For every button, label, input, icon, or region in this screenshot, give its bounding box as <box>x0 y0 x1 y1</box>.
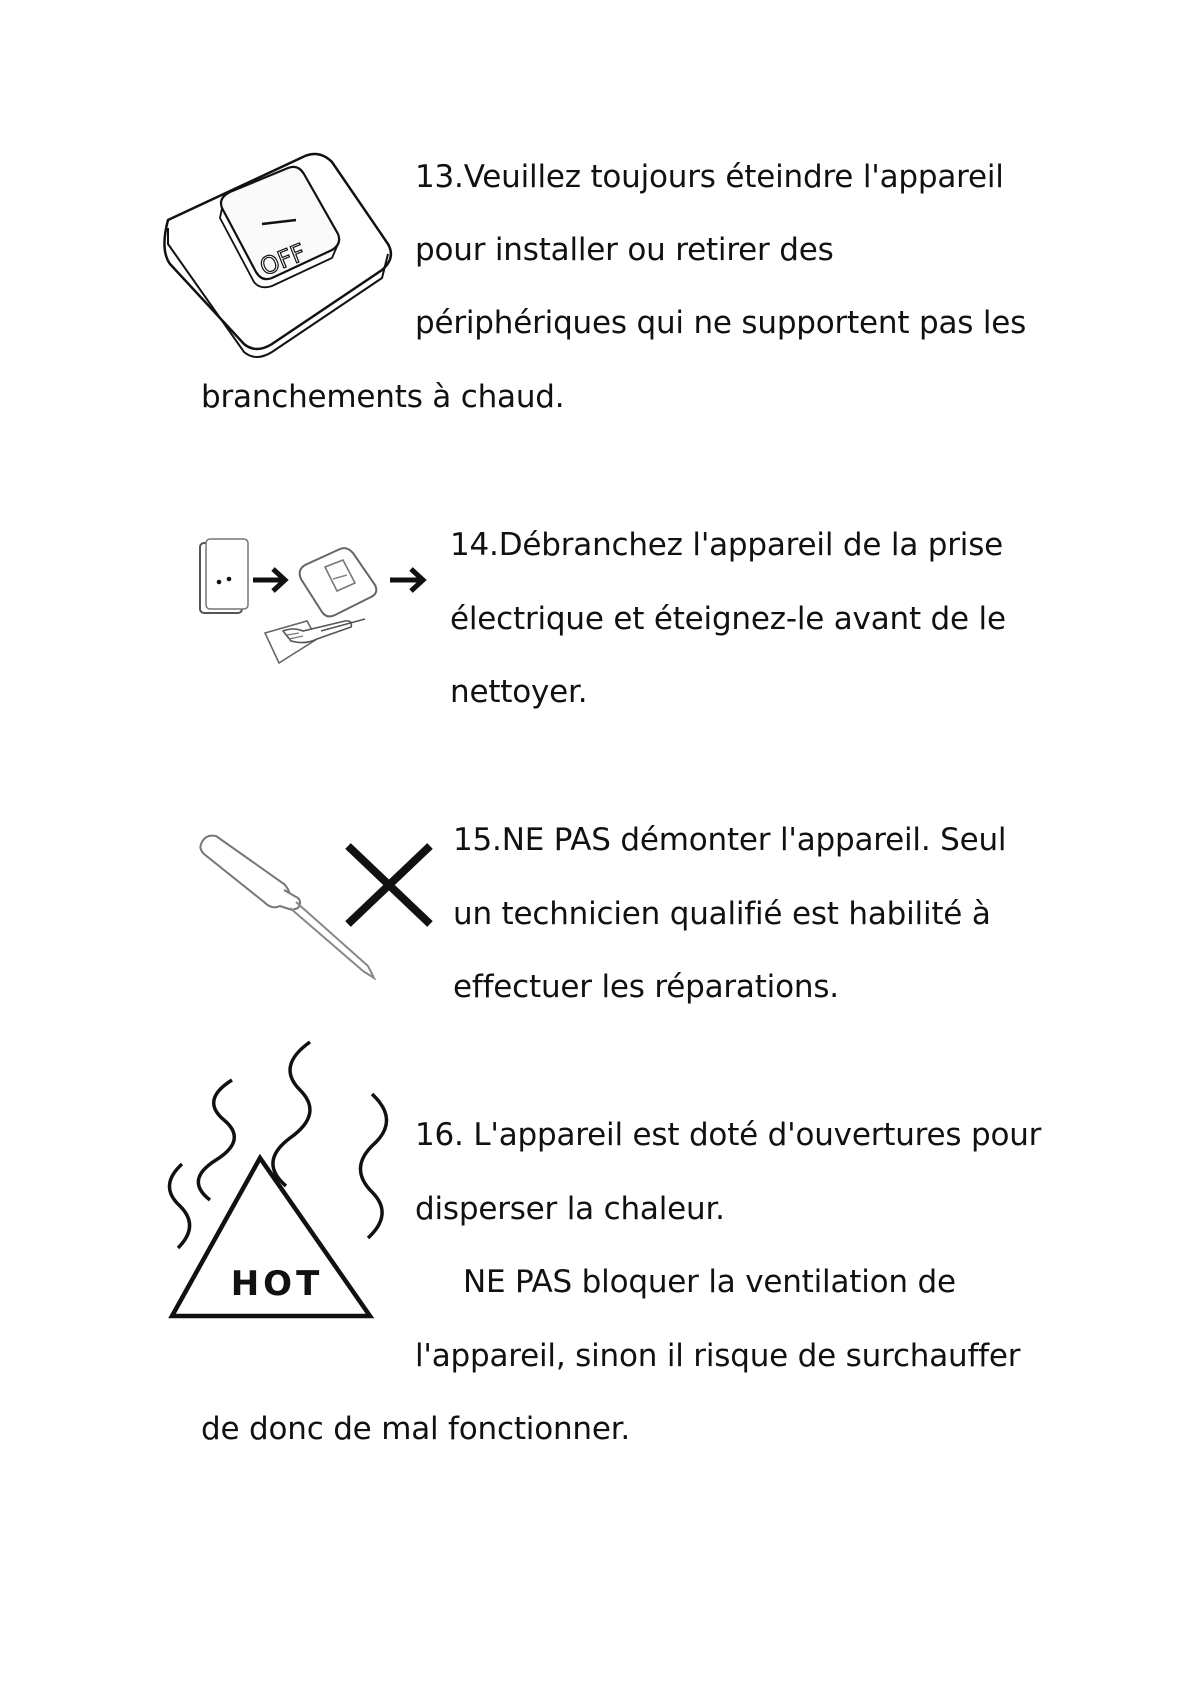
item-14-line-3: nettoyer. <box>450 674 588 710</box>
item-13-number: 13. <box>415 159 464 195</box>
item-15-line-2: un technicien qualifié est habilité à <box>453 896 991 932</box>
item-16-line-3: NE PAS bloquer la ventilation de <box>463 1264 956 1300</box>
item-14-text-1: Débranchez l'appareil de la prise <box>498 527 1004 563</box>
item-16-line-4: l'appareil, sinon il risque de surchauffer <box>415 1338 1021 1374</box>
item-13-line-4: branchements à chaud. <box>201 379 565 415</box>
hot-warning-icon <box>160 1040 400 1320</box>
item-14-line-2: électrique et éteignez-le avant de le <box>450 601 1006 637</box>
no-disassembly-illustration <box>198 830 438 990</box>
hot-warning-label: HOT <box>230 1264 324 1304</box>
item-13-line-3: périphériques qui ne supportent pas les <box>415 305 1027 341</box>
hot-warning-illustration <box>160 1040 400 1320</box>
item-15-line-3: effectuer les réparations. <box>453 969 839 1005</box>
item-16-line-5: de donc de mal fonctionner. <box>201 1411 631 1447</box>
item-15-number: 15. <box>453 822 502 858</box>
item-16-line-2: disperser la chaleur. <box>415 1191 725 1227</box>
unplug-then-clean-icon <box>195 535 435 695</box>
item-15-text-1: NE PAS démonter l'appareil. Seul <box>501 822 1007 858</box>
item-13-line-1 <box>415 157 1004 197</box>
item-16-text-1: L'appareil est doté d'ouvertures pour <box>463 1117 1042 1153</box>
no-screwdriver-icon <box>198 830 438 990</box>
unplug-clean-illustration <box>195 535 435 695</box>
power-switch-illustration <box>160 148 400 363</box>
item-16-line-1 <box>415 1115 1041 1155</box>
item-14-number: 14. <box>450 527 499 563</box>
item-16-number: 16. <box>415 1117 464 1153</box>
item-13-line-2: pour installer ou retirer des <box>415 232 834 268</box>
item-15-line-1 <box>453 820 1006 860</box>
switch-off-label: OFF <box>255 238 310 282</box>
item-13-text-1: Veuillez toujours éteindre l'appareil <box>463 159 1004 195</box>
item-14-line-1 <box>450 525 1003 565</box>
power-switch-icon <box>160 148 400 363</box>
